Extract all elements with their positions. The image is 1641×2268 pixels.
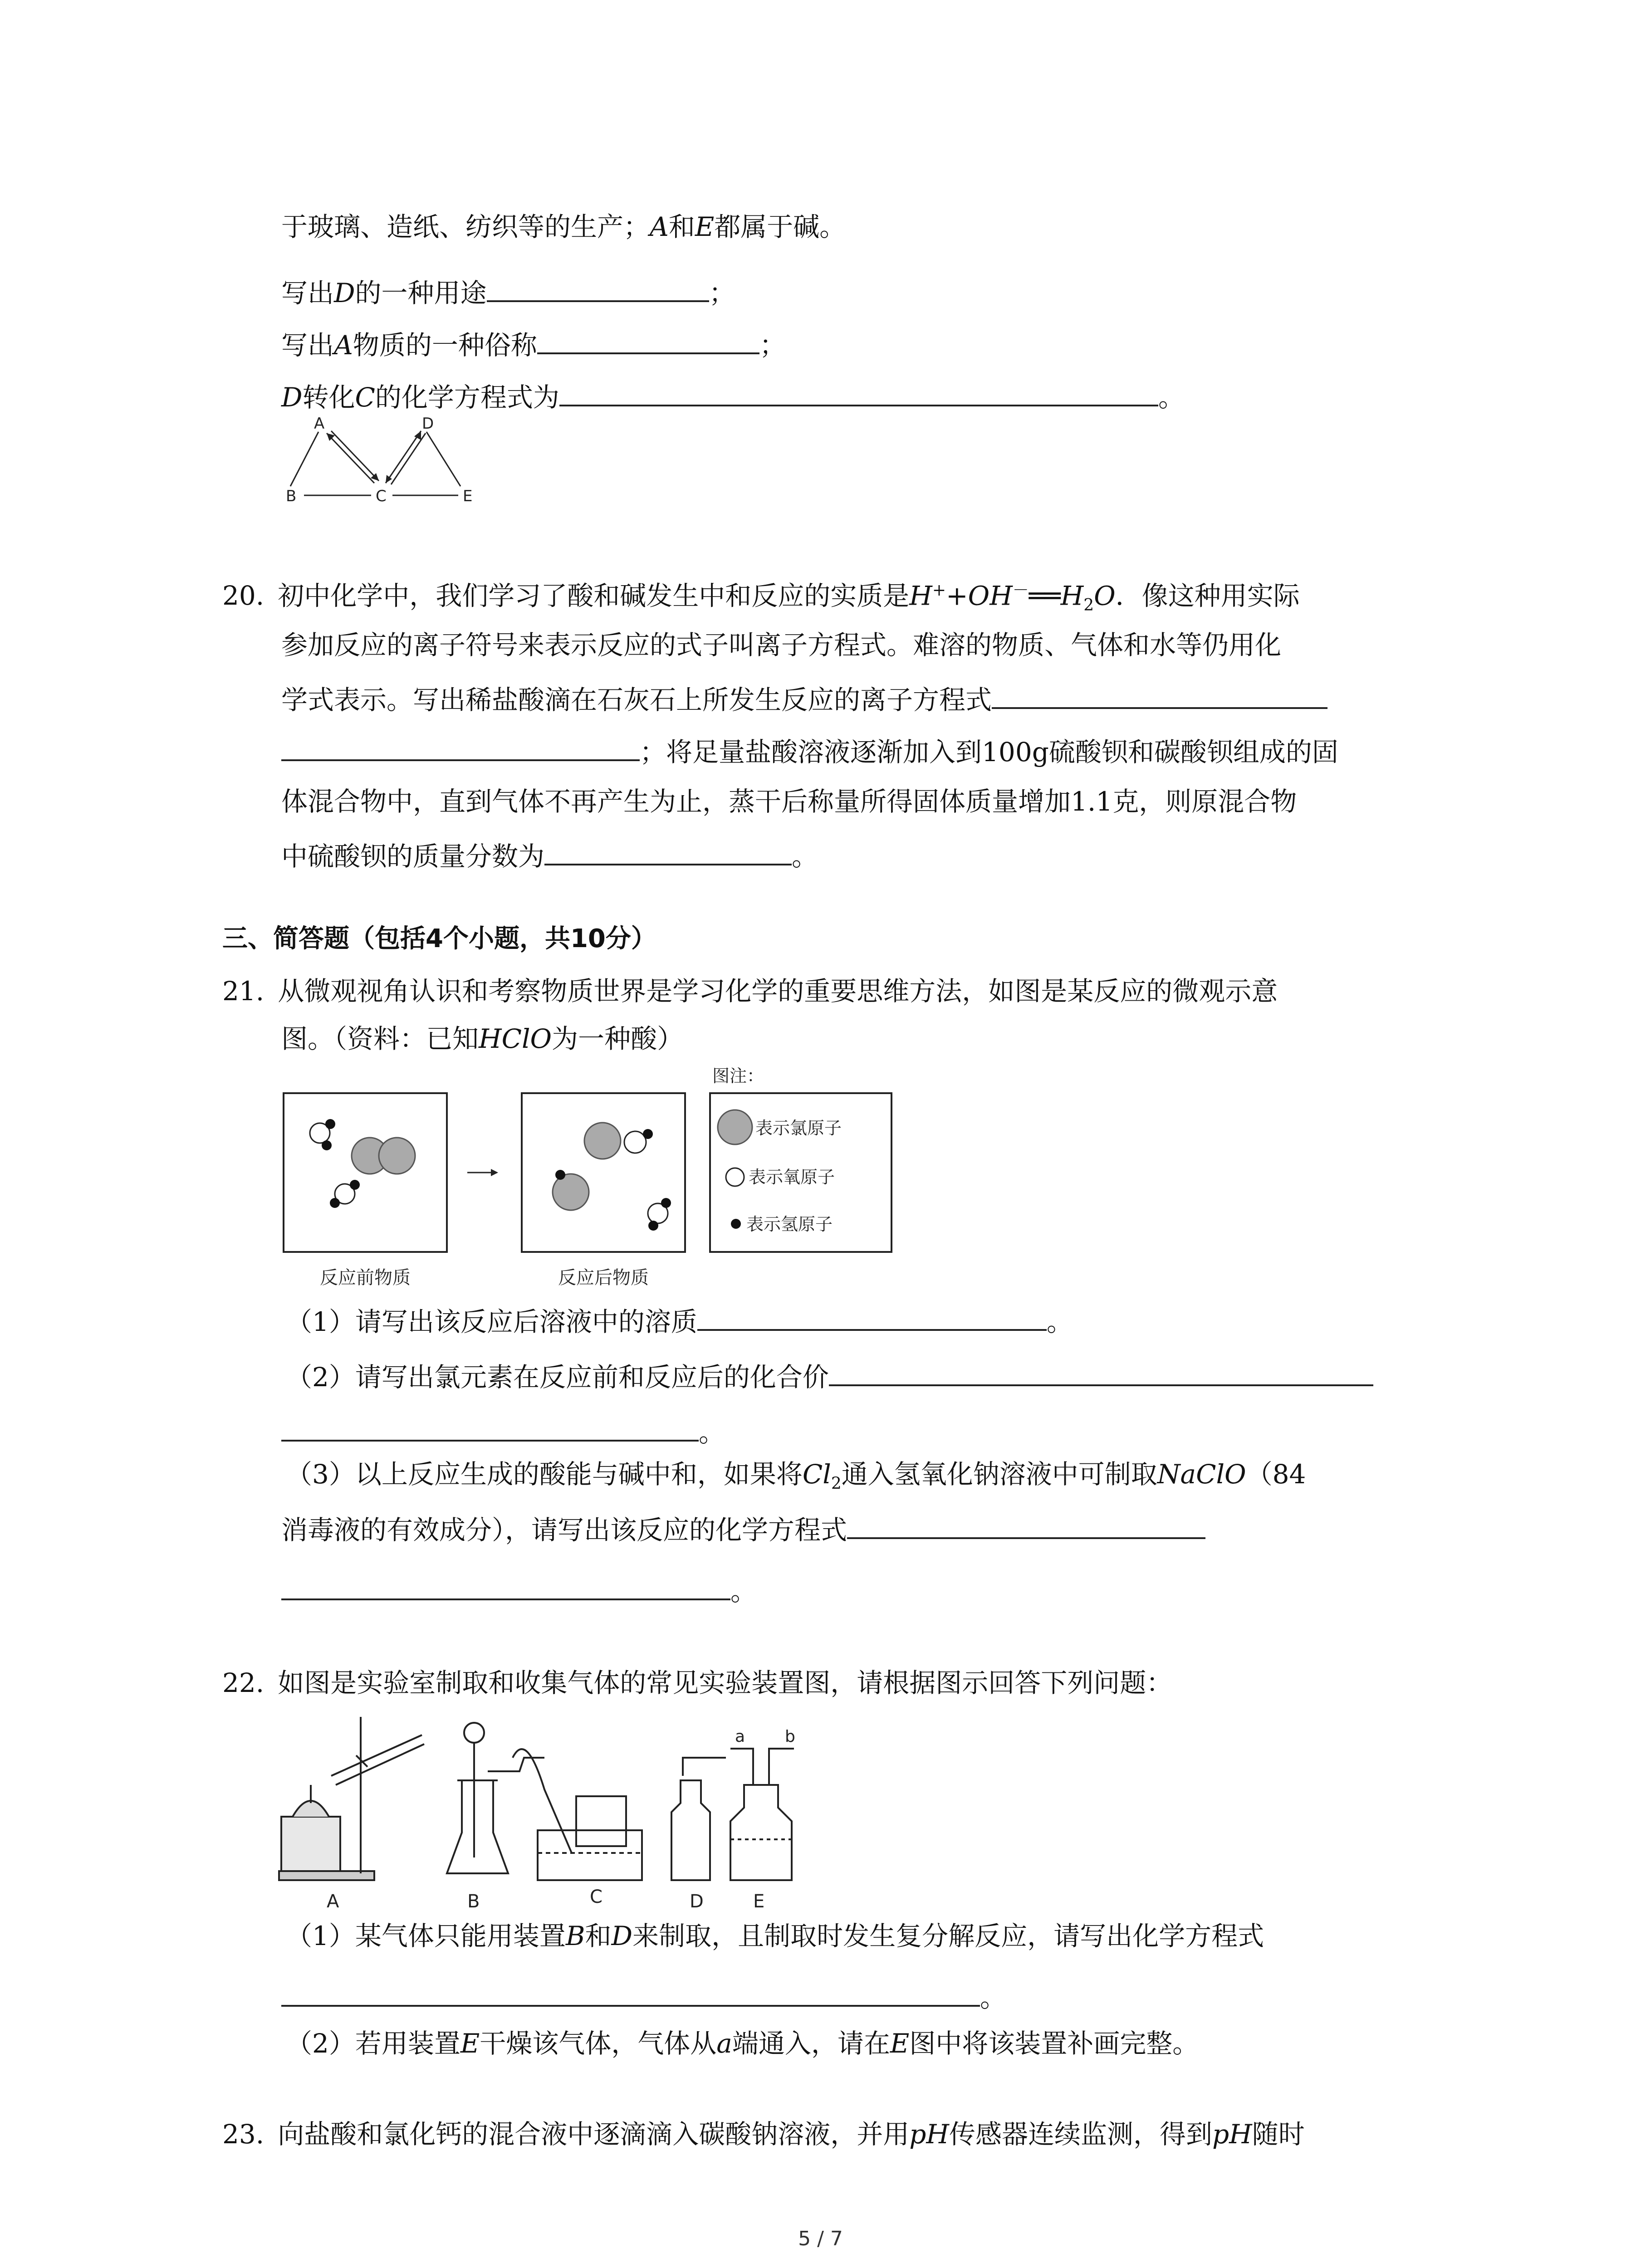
answer-blank[interactable] xyxy=(559,376,1158,406)
label-b: B xyxy=(467,1891,480,1912)
answer-blank[interactable] xyxy=(847,1509,1205,1539)
chlorine-atom xyxy=(584,1123,621,1159)
legend-oxygen-label: 表示氧原子 xyxy=(749,1167,835,1187)
q21-part-3-line-3: 。 xyxy=(281,1570,757,1609)
chlorine-atom xyxy=(379,1138,415,1174)
hydrogen-atom xyxy=(643,1129,653,1139)
node-e: E xyxy=(463,487,473,505)
page-number: 5 / 7 xyxy=(798,2227,843,2250)
hydrogen-atom xyxy=(648,1221,658,1231)
answer-blank[interactable] xyxy=(697,1301,1047,1331)
legend-hydrogen-label: 表示氢原子 xyxy=(746,1214,833,1234)
port-b-label: b xyxy=(785,1727,795,1746)
answer-blank[interactable] xyxy=(544,836,792,865)
hydrogen-atom xyxy=(322,1140,332,1150)
answer-blank[interactable] xyxy=(537,324,759,354)
q19-line-4: D转化C的化学方程式为 。 xyxy=(281,376,1185,415)
gas-bottle-d xyxy=(671,1780,710,1880)
funnel xyxy=(464,1723,484,1743)
q20-line-6: 中硫酸钡的质量分数为 。 xyxy=(281,836,818,875)
label-c: C xyxy=(590,1887,603,1907)
node-b: B xyxy=(286,487,297,505)
legend-title: 图注： xyxy=(712,1066,764,1086)
q21-micro-diagram xyxy=(277,1061,935,1297)
q21-part-2: （2）请写出氯元素在反应前和反应后的化合价 xyxy=(286,1356,1373,1395)
hydrogen-atom xyxy=(330,1198,340,1208)
hydrogen-atom xyxy=(325,1119,335,1129)
node-a: A xyxy=(314,415,325,433)
q20-line-4: ；将足量盐酸溶液逐渐加入到100g硫酸钡和碳酸钡组成的固 xyxy=(281,731,1338,770)
q20-line-5: 体混合物中，直到气体不再产生为止，蒸干后称量所得固体质量增加1.1克，则原混合物 xyxy=(281,786,1297,817)
collecting-jar xyxy=(576,1796,626,1846)
q21-line-1: 21. 从微观视角认识和考察物质世界是学习化学的重要思维方法，如图是某反应的微观示意 xyxy=(222,976,1278,1007)
tube-e-a xyxy=(730,1749,753,1785)
conical-flask xyxy=(447,1780,508,1873)
q22-part-1: （1）某气体只能用装置B和D来制取，且制取时发生复分解反应，请写出化学方程式 xyxy=(286,1921,1264,1951)
after-caption: 反应后物质 xyxy=(558,1267,649,1288)
hydrogen-atom xyxy=(555,1170,565,1180)
q19-line-1: 于玻璃、造纸、纺织等的生产；A和E都属于碱。 xyxy=(281,211,846,242)
after-box xyxy=(522,1093,685,1252)
q19-line-3: 写出A物质的一种俗称 ； xyxy=(281,324,786,363)
q19-line-2: 写出D的一种用途 ； xyxy=(281,272,735,311)
tube-e-b xyxy=(769,1749,794,1785)
answer-blank[interactable] xyxy=(992,679,1327,709)
tube-d xyxy=(683,1758,726,1776)
answer-blank[interactable] xyxy=(281,731,640,761)
label-a: A xyxy=(327,1891,339,1912)
q21-part-2-cont: 。 xyxy=(281,1412,725,1451)
q21-line-2: 图。（资料：已知HClO为一种酸） xyxy=(281,1023,684,1054)
q21-part-3-line-2: 消毒液的有效成分），请写出该反应的化学方程式 xyxy=(281,1509,1205,1548)
legend-oxygen-atom xyxy=(726,1168,744,1186)
port-a-label: a xyxy=(735,1727,745,1746)
test-tube xyxy=(331,1735,422,1776)
wood-block xyxy=(281,1817,340,1871)
node-c: C xyxy=(376,487,387,505)
hydrogen-atom xyxy=(661,1198,671,1208)
answer-blank[interactable] xyxy=(829,1356,1373,1386)
q19-relation-diagram xyxy=(277,408,495,513)
legend-chlorine-label: 表示氯原子 xyxy=(755,1118,842,1138)
node-d: D xyxy=(422,415,434,433)
chlorine-atom xyxy=(553,1174,589,1210)
wash-bottle-e xyxy=(730,1785,792,1880)
q21-part-3: （3）以上反应生成的酸能与碱中和，如果将$Cl_2$通入氢氧化钠溶液中可制取NaClO（84 xyxy=(286,1459,1306,1493)
oxygen-atom xyxy=(624,1131,646,1153)
alcohol-lamp xyxy=(293,1801,329,1817)
legend-hydrogen-atom xyxy=(731,1219,741,1229)
section-title: 三、简答题（包括4个小题，共10分） xyxy=(222,924,656,953)
q23-line-1: 23. 向盐酸和氯化钙的混合液中逐滴滴入碳酸钠溶液，并用pH传感器连续监测，得到pH随时 xyxy=(222,2119,1305,2150)
q22-line-1: 22. 如图是实验室制取和收集气体的常见实验装置图，请根据图示回答下列问题： xyxy=(222,1667,1173,1698)
q22-part-2: （2）若用装置E干燥该气体，气体从a端通入，请在E图中将该装置补画完整。 xyxy=(286,2028,1199,2059)
label-d: D xyxy=(690,1891,704,1912)
answer-blank[interactable] xyxy=(281,1570,730,1600)
answer-blank[interactable] xyxy=(281,1412,699,1442)
q22-part-1-cont: 。 xyxy=(281,1977,1006,2016)
before-caption: 反应前物质 xyxy=(320,1267,411,1288)
q20-line-2: 参加反应的离子符号来表示反应的式子叫离子方程式。难溶的物质、气体和水等仍用化 xyxy=(281,630,1282,660)
label-e: E xyxy=(753,1891,765,1912)
q20-line-3: 学式表示。写出稀盐酸滴在石灰石上所发生反应的离子方程式 xyxy=(281,679,1327,718)
q21-part-1: （1）请写出该反应后溶液中的溶质 。 xyxy=(286,1301,1073,1340)
q22-apparatus-diagram xyxy=(272,1703,844,1916)
answer-blank[interactable] xyxy=(281,1977,980,2007)
q20-line-1: 20. 初中化学中，我们学习了酸和碱发生中和反应的实质是$H^++OH^-══H_2O$．像这种用实际 xyxy=(222,580,1300,615)
hydrogen-atom xyxy=(350,1180,360,1190)
answer-blank[interactable] xyxy=(487,272,709,302)
legend-chlorine-atom xyxy=(718,1110,752,1144)
